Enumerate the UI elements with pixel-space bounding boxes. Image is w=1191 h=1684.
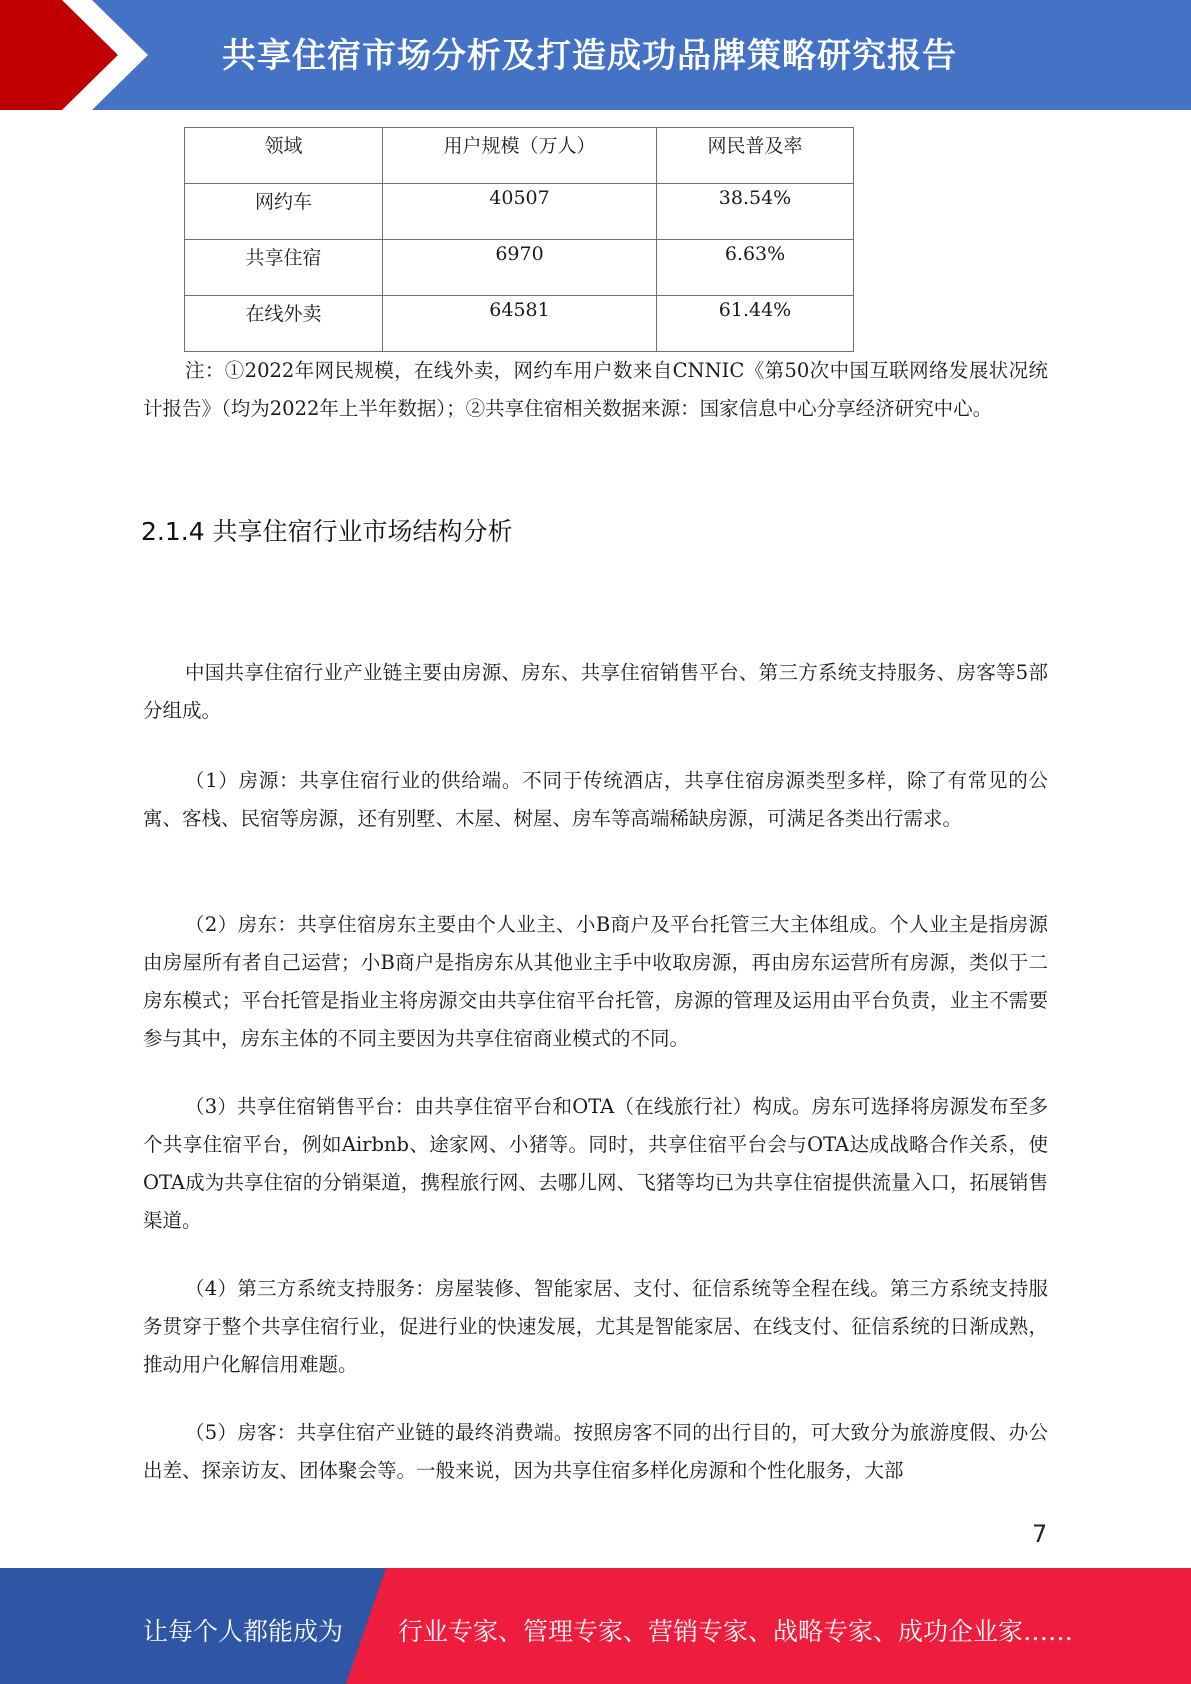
intro-paragraph: 中国共享住宿行业产业链主要由房源、房东、共享住宿销售平台、第三方系统支持服务、房客等5部分组成。 — [143, 661, 1048, 722]
column-header: 网民普及率 — [657, 128, 854, 184]
header-chevron-decoration — [0, 0, 160, 110]
table-cell: 38.54% — [657, 184, 854, 240]
paragraph-housing-supply: （1）房源：共享住宿行业的供给端。不同于传统酒店，共享住宿房源类型多样，除了有常见的公寓、客栈、民宿等房源，还有别墅、木屋、树屋、房车等高端稀缺房源，可满足各类出行需求。 — [143, 769, 1048, 830]
table-row — [185, 296, 854, 352]
table-row — [185, 184, 854, 240]
table-cell: 6970 — [383, 240, 657, 296]
table-header-row — [185, 128, 854, 184]
table-source-note: 注：①2022年网民规模，在线外卖，网约车用户数来自CNNIC《第50次中国互联网络发展状况统计报告》（均为2022年上半年数据）；②共享住宿相关数据来源：国家信息中心分享经济研究中心。 — [143, 359, 1048, 420]
report-title: 共享住宿市场分析及打造成功品牌策略研究报告 — [222, 36, 957, 76]
table-row — [185, 240, 854, 296]
paragraph-third-party-services: （4）第三方系统支持服务：房屋装修、智能家居、支付、征信系统等全程在线。第三方系统支持服务贯穿于整个共享住宿行业，促进行业的快速发展，尤其是智能家居、在线支付、征信系统的日渐成熟，推动用户化解信用难题。 — [143, 1277, 1048, 1376]
page-footer — [0, 1568, 1191, 1684]
column-header: 领域 — [185, 128, 383, 184]
table-cell: 40507 — [383, 184, 657, 240]
paragraph-guests: （5）房客：共享住宿产业链的最终消费端。按照房客不同的出行目的，可大致分为旅游度假、办公出差、探亲访友、团体聚会等。一般来说，因为共享住宿多样化房源和个性化服务，大部 — [143, 1421, 1048, 1482]
table-cell: 61.44% — [657, 296, 854, 352]
page-header — [0, 0, 1191, 110]
page-number: 7 — [1032, 1520, 1048, 1548]
footer-slogan-right: 行业专家、管理专家、营销专家、战略专家、成功企业家…… — [398, 1617, 1074, 1646]
table-cell: 在线外卖 — [185, 296, 383, 352]
footer-slogan-left: 让每个人都能成为 — [143, 1617, 344, 1646]
user-scale-table — [184, 127, 854, 352]
column-header: 用户规模（万人） — [383, 128, 657, 184]
table-cell: 64581 — [383, 296, 657, 352]
paragraph-sales-platforms: （3）共享住宿销售平台：由共享住宿平台和OTA（在线旅行社）构成。房东可选择将房源发布至多个共享住宿平台，例如Airbnb、途家网、小猪等。同时，共享住宿平台会与OTA达成战略合作关系，使OTA成为共享住宿的分销渠道，携程旅行网、去哪儿网、飞猪等均已为共享住宿提供流量入口，拓展销售渠道。 — [143, 1095, 1048, 1232]
section-heading: 2.1.4 共享住宿行业市场结构分析 — [141, 517, 513, 546]
table-cell: 网约车 — [185, 184, 383, 240]
table-cell: 6.63% — [657, 240, 854, 296]
paragraph-hosts: （2）房东：共享住宿房东主要由个人业主、小B商户及平台托管三大主体组成。个人业主是指房源由房屋所有者自己运营；小B商户是指房东从其他业主手中收取房源，再由房东运营所有房源，类似于二房东模式；平台托管是指业主将房源交由共享住宿平台托管，房源的管理及运用由平台负责，业主不需要参与其中，房东主体的不同主要因为共享住宿商业模式的不同。 — [143, 913, 1048, 1050]
table-cell: 共享住宿 — [185, 240, 383, 296]
